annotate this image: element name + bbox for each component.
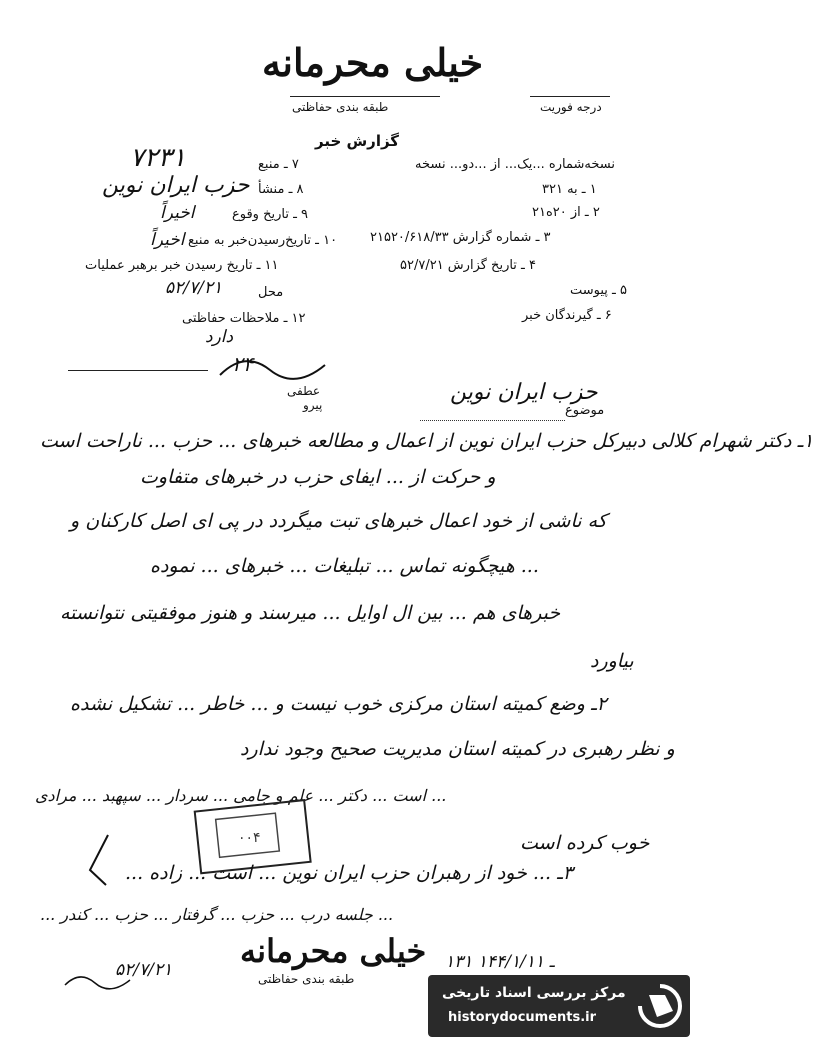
bottom-left-number: ۵۲/۷/۲۱ [115,960,173,980]
bottom-left-scribble [60,965,140,995]
date-occurrence-field: ۹ ـ تاریخ وقوع [232,207,309,222]
document-title-top: خیلی محرمانه [262,40,484,85]
from-field: ۲ ـ از ۲۰ه۲۱ [532,205,600,220]
document-title-bottom: خیلی محرمانه [240,932,427,970]
paragraph3-line: ۳ـ ... خود از رهبران حزب ایران نوین ... است ... زاده ... [125,862,573,884]
form-divider [68,370,208,371]
origin-value: حزب ایران نوین [102,173,250,198]
watermark-url: historydocuments.ir [448,1010,597,1025]
paragraph2-line: ۲ـ وضع کمیته استان مرکزی خوب نیست و ... خاطر ... تشکیل نشده [70,693,607,715]
priority-label: درجه فوریت [540,100,602,114]
paragraph1-line: ... هیچگونه تماس ... تبلیغات ... خبرهای ... نموده [150,555,539,577]
date-received-source-value: اخیراً [150,230,185,250]
recipients-field: ۶ ـ گیرندگان خبر [522,308,612,323]
paragraph1-line: ۱ـ دکتر شهرام کلالی دبیرکل حزب ایران نوین از اعمال و مطالعه خبرهای ... حزب ... ناراحت است [40,430,813,452]
annotation-atfi: عطفی [287,384,321,398]
annotation-peyro: پیرو [303,398,323,412]
place-label: محل [258,285,284,300]
security-notes-value: دارد [205,327,234,347]
left-margin-mark [78,830,118,890]
paragraph3-line: ... جلسه درب ... حزب ... گرفتار ... حزب ... کندر ... [40,905,394,924]
date-received-ops-field: ۱۱ ـ تاریخ رسیدن خبر برهبر عملیات [85,258,279,273]
date-occurrence-value: اخیراً [160,203,195,223]
subject-label: موضوع [565,403,605,418]
classification-bottom: طبقه بندی حفاظتی [258,972,355,986]
paragraph2-line: خوب کرده است [520,832,650,854]
attachment-field: ۵ ـ پیوست [570,283,627,298]
report-heading: گزارش خبر [315,132,400,150]
paragraph2-line: و نظر رهبری در کمیته استان مدیریت صحیح وجود ندارد [240,738,675,760]
date-received-source-field: ۱۰ ـ تاریخ‌رسیدن‌خبر به منبع [188,233,338,248]
subject-value: حزب ایران نوین [450,380,598,405]
bottom-right-number: ۱۳۱ ـ ۱۴۴/۱/۱۱ [445,952,555,972]
priority-underline [530,96,610,97]
classification-label: طبقه بندی حفاظتی [292,100,389,114]
report-number-field: ۳ ـ شماره گزارش ۲۱۵۲۰/۶۱۸/۳۳ [370,230,551,245]
copy-number-line: نسخه‌شماره ...یک... از ...دو... نسخه [415,157,615,172]
origin-field: ۸ ـ منشأ [258,182,304,197]
source-field: ۷ ـ منبع [258,157,299,172]
security-notes-field: ۱۲ ـ ملاحظات حفاظتی [182,311,306,326]
date-received-ops-value: ۵۲/۷/۲۱ [165,278,223,298]
report-date-field: ۴ ـ تاریخ گزارش ۵۲/۷/۲۱ [400,258,536,273]
source-value: ۷۲۳۱ [130,143,186,173]
signature-stroke [215,345,335,385]
paragraph1-line: خبرهای هم ... بین ال اوایل ... میرسند و هنوز موفقیتی نتوانسته [60,602,561,624]
title-underline [290,96,440,97]
subject-underline [420,420,565,421]
paragraph1-line: بیاورد [590,650,634,672]
paragraph1-line: که ناشی از خود اعمال خبرهای تبت میگردد در پی ای اصل کارکنان و [70,510,607,532]
to-field: ۱ ـ به ۳۲۱ [542,182,597,197]
archive-logo-icon [635,981,685,1031]
paragraph1-line: و حرکت از ... ایفای حزب در خبرهای متفاوت [140,466,496,488]
paragraph2-line: ... است ... دکتر ... علم و جامی ... سردار ... سپهبد ... مرادی [35,786,447,805]
signature-mark: ۲۴ [232,352,254,376]
watermark-title: مرکز بررسی اسناد تاریخی [442,985,626,1001]
svg-text:۰۰۴: ۰۰۴ [238,830,261,846]
